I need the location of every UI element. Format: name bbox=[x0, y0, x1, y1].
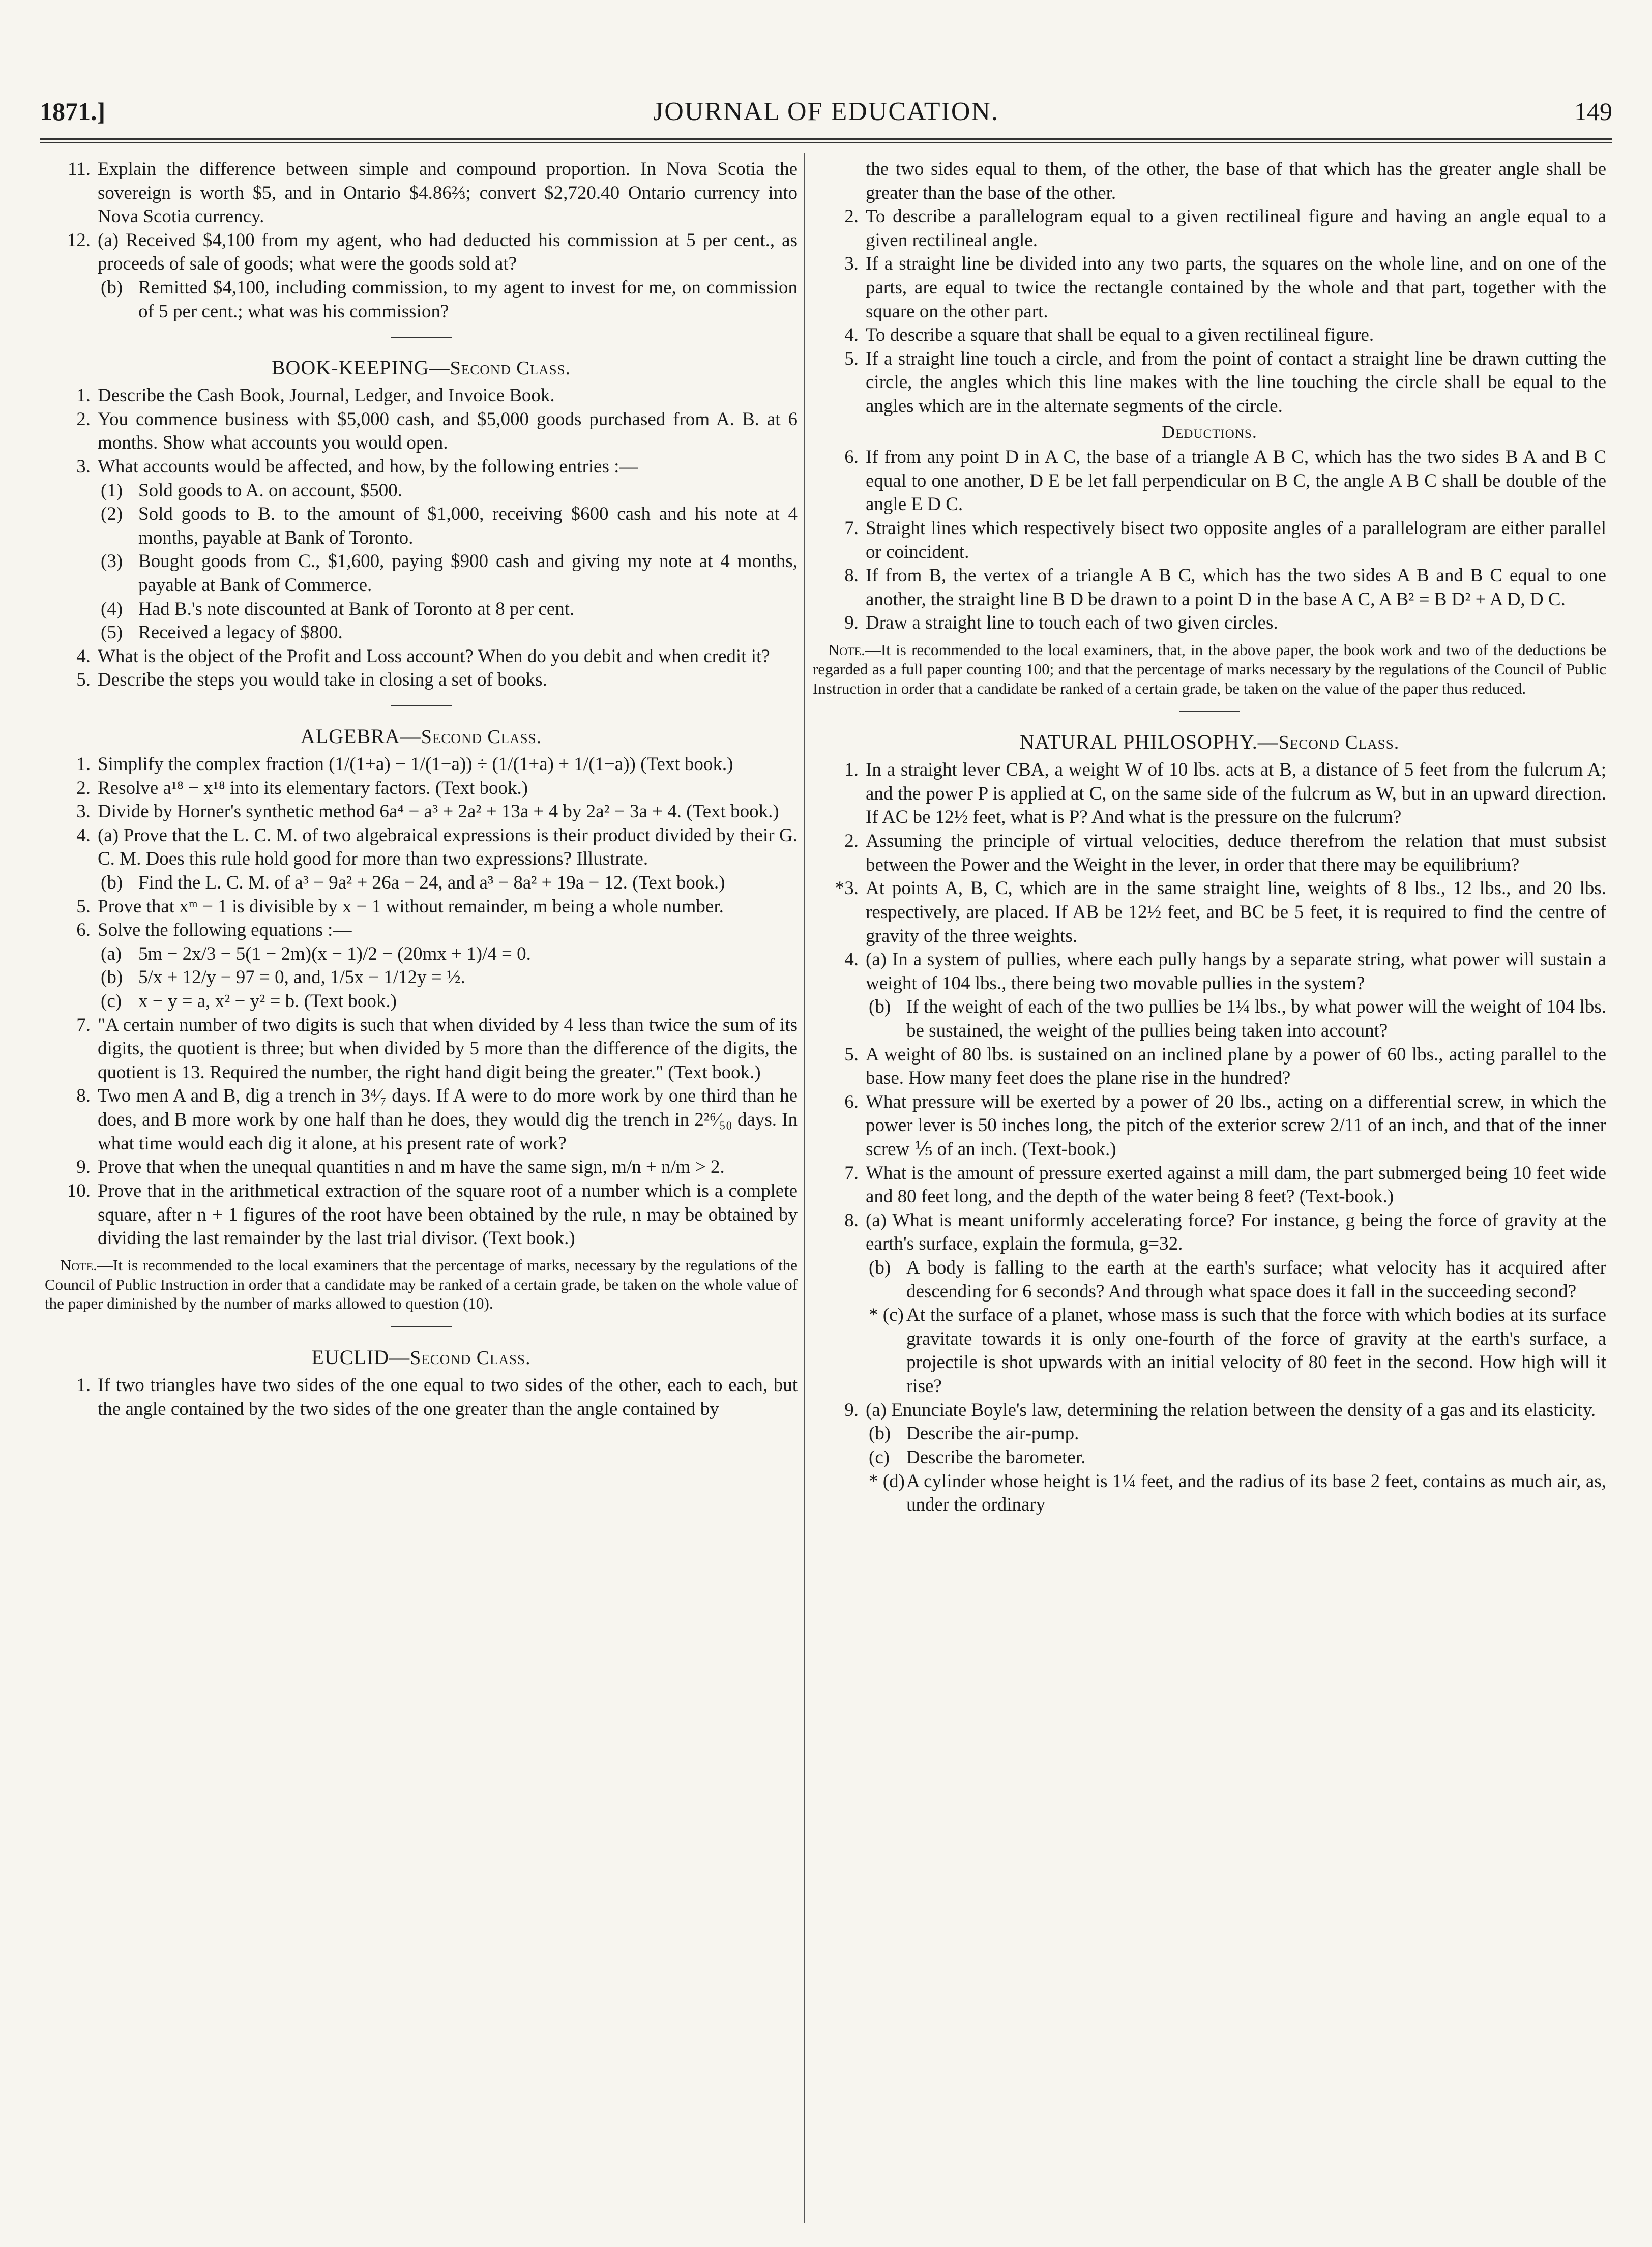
question-item bbox=[45, 158, 798, 229]
question-item bbox=[813, 446, 1606, 517]
sub-question-text: At the surface of a planet, whose mass is such that the force with which bodies at its surface gravitate towards it is only one-fourth of the force of gravity at the earth's surface, a projectile is shot upwards with an initial velocity of 80 feet in the second. How high will it rise? bbox=[906, 1305, 1606, 1397]
question-item bbox=[45, 753, 798, 777]
question-text: Prove that xᵐ − 1 is divisible by x − 1 without remainder, m being a whole number. bbox=[98, 896, 724, 917]
question-item bbox=[45, 919, 798, 942]
question-number: 7. bbox=[844, 517, 859, 539]
examiner-note bbox=[45, 1256, 798, 1313]
examiner-note bbox=[813, 640, 1606, 698]
question-number: 5. bbox=[76, 896, 91, 917]
sub-question-text: Describe the barometer. bbox=[906, 1446, 1086, 1468]
sub-question-label: (c) bbox=[869, 1446, 890, 1468]
question-item bbox=[45, 1374, 798, 1421]
list-item bbox=[101, 550, 798, 597]
question-text: (a) Received $4,100 from my agent, who had deducted his commission at 5 per cent., as proceeds of sale of goods; what were the goods sold at? bbox=[98, 229, 798, 275]
question-item bbox=[45, 229, 798, 276]
question-text: Prove that in the arithmetical extraction of the square root of a number which is a complete square, after n + 1 figures of the root have been obtained by the rule, n may be obtained by dividing the last remainder by the last trial divisor. (Text book.) bbox=[98, 1180, 798, 1249]
sub-question-label: (b) bbox=[101, 277, 123, 299]
question-item bbox=[45, 1014, 798, 1085]
question-item bbox=[45, 895, 798, 919]
question-number: 4. bbox=[76, 824, 91, 846]
question-text: A weight of 80 lbs. is sustained on an inclined plane by a power of 60 lbs., acting parallel to the base. How many feet does the plane rise in the hundred? bbox=[866, 1044, 1606, 1089]
question-number: 12. bbox=[67, 229, 91, 251]
sub-question bbox=[869, 1446, 1606, 1470]
sub-question-label: (b) bbox=[869, 996, 891, 1018]
question-item bbox=[45, 1084, 798, 1156]
question-item bbox=[813, 1399, 1606, 1423]
question-item bbox=[813, 1162, 1606, 1209]
question-item bbox=[813, 205, 1606, 252]
question-item bbox=[813, 948, 1606, 995]
question-number: 4. bbox=[844, 949, 859, 970]
question-item bbox=[813, 252, 1606, 323]
question-text: What pressure will be exerted by a power of 20 lbs., acting on a differential screw, in which the power lever is 50 inches long, the pitch of the exterior screw 2/11 of an inch, and that of the inner screw ⅕ of an inch. (Text-book.) bbox=[866, 1091, 1606, 1160]
question-text: You commence business with $5,000 cash, and $5,000 goods purchased from A. B. at 6 months. Show what accounts you would open. bbox=[98, 408, 798, 454]
left-column bbox=[45, 158, 798, 2218]
entry-text: Received a legacy of $800. bbox=[138, 622, 343, 643]
section-class: Second Class. bbox=[421, 726, 542, 748]
sub-question-label: * (d) bbox=[869, 1470, 905, 1492]
question-text: In a straight lever CBA, a weight W of 10 lbs. acts at B, a distance of 5 feet from the fulcrum A; and the power P is applied at C, on the same side of the fulcrum as W, but in an upward direction. If AC be 12½ feet, what is P? And what is the pressure on the fulcrum? bbox=[866, 759, 1606, 828]
section-separator bbox=[391, 1326, 452, 1327]
question-number: 3. bbox=[844, 253, 859, 275]
question-text: If a straight line touch a circle, and from the point of contact a straight line be drawn cutting the circle, the angles which this line makes with the line touching the circle shall be equal to the angles which are in the alternate segments of the circle. bbox=[866, 348, 1606, 417]
question-item bbox=[813, 564, 1606, 611]
column-divider bbox=[804, 153, 805, 2223]
sub-question-text: 5/x + 12/y − 97 = 0, and, 1/5x − 1/12y = ½. bbox=[138, 967, 465, 988]
question-number: 9. bbox=[844, 1399, 859, 1421]
section-title: NATURAL PHILOSOPHY.— bbox=[1019, 730, 1279, 754]
question-text: Resolve a¹⁸ − x¹⁸ into its elementary factors. (Text book.) bbox=[98, 777, 528, 799]
sub-question-text: x − y = a, x² − y² = b. (Text book.) bbox=[138, 991, 397, 1012]
question-number: 3. bbox=[76, 801, 91, 822]
question-item bbox=[813, 1043, 1606, 1090]
question-text: Simplify the complex fraction (1/(1+a) − 1/(1−a)) ÷ (1/(1+a) + 1/(1−a)) (Text book.) bbox=[98, 753, 733, 775]
sub-question bbox=[101, 276, 798, 323]
question-number bbox=[813, 158, 866, 205]
question-text: (a) Prove that the L. C. M. of two algebraical expressions is their product divided by their G. C. M. Does this rule hold good for more than two expressions? Illustrate. bbox=[98, 824, 798, 870]
entry-number: (3) bbox=[101, 551, 123, 572]
section-class: Second Class. bbox=[410, 1347, 531, 1369]
entry-text: Had B.'s note discounted at Bank of Toronto at 8 per cent. bbox=[138, 598, 575, 619]
sub-question-text: Remitted $4,100, including commission, to my agent to invest for me, on commission of 5 per cent.; what was his commission? bbox=[138, 277, 798, 322]
note-text: —It is recommended to the local examiners that the percentage of marks, necessary by the regulations of the Council of Public Instruction in order that a candidate may be ranked of a certain grade, be taken on the whole value of the paper diminished by the number of marks allowed to question (10). bbox=[45, 1256, 798, 1313]
list-item bbox=[101, 479, 798, 503]
sub-question bbox=[869, 1304, 1606, 1398]
question-item bbox=[45, 1156, 798, 1179]
entry-number: (4) bbox=[101, 598, 123, 619]
question-text: Straight lines which respectively bisect two opposite angles of a parallelogram are either parallel or coincident. bbox=[866, 517, 1606, 563]
question-item bbox=[813, 1209, 1606, 1256]
entry-text: Bought goods from C., $1,600, paying $900 cash and giving my note at 4 months, payable at Bank of Commerce. bbox=[138, 551, 798, 596]
question-text: What is the amount of pressure exerted against a mill dam, the part submerged being 10 feet wide and 80 feet long, and the depth of the water being 8 feet? (Text-book.) bbox=[866, 1162, 1606, 1207]
sub-question-text: Describe the air-pump. bbox=[906, 1423, 1079, 1444]
question-text: Two men A and B, dig a trench in 3⁴⁄₇ days. If A were to do more work by one third than he does, and B more work by one half than he does, they would dig the trench in 2²⁶⁄₅₀ days. In what time would each dig it alone, at his present rate of work? bbox=[98, 1085, 798, 1154]
question-text: Describe the steps you would take in closing a set of books. bbox=[98, 669, 547, 691]
sub-question bbox=[869, 995, 1606, 1043]
entries-list bbox=[101, 479, 798, 645]
section-heading-bookkeeping bbox=[45, 355, 798, 381]
question-number: *3. bbox=[835, 878, 859, 899]
question-number: 7. bbox=[76, 1014, 91, 1036]
question-text: Describe the Cash Book, Journal, Ledger, and Invoice Book. bbox=[98, 385, 555, 406]
question-number: 6. bbox=[844, 1091, 859, 1112]
question-item bbox=[45, 777, 798, 801]
list-item bbox=[101, 621, 798, 645]
question-number: 4. bbox=[844, 324, 859, 346]
question-text: (a) In a system of pullies, where each pully hangs by a separate string, what power will sustain a weight of 104 lbs., there being two movable pullies in the system? bbox=[866, 949, 1606, 994]
sub-question-label: (b) bbox=[869, 1423, 891, 1444]
question-text: Solve the following equations :— bbox=[98, 920, 352, 941]
question-item bbox=[813, 877, 1606, 948]
sub-question-text: A cylinder whose height is 1¼ feet, and the radius of its base 2 feet, contains as much air, as, under the ordinary bbox=[906, 1470, 1606, 1516]
question-text: If a straight line be divided into any two parts, the squares on the whole line, and on one of the parts, are equal to twice the rectangle contained by the whole and that part, together with the square on the other part. bbox=[866, 253, 1606, 322]
journal-title: JOURNAL OF EDUCATION. bbox=[653, 97, 999, 126]
question-text: the two sides equal to them, of the other, the base of that which has the greater angle shall be greater than the base of the other. bbox=[866, 159, 1606, 203]
question-number: 2. bbox=[844, 831, 859, 852]
header-rule bbox=[40, 138, 1612, 140]
sub-question-text: If the weight of each of the two pullies be 1¼ lbs., by what power will the weight of 104 lbs. be sustained, the weight of the pullies being taken into account? bbox=[906, 996, 1606, 1041]
note-lead: Note. bbox=[60, 1256, 97, 1274]
sub-question-text: Find the L. C. M. of a³ − 9a² + 26a − 24, and a³ − 8a² + 19a − 12. (Text book.) bbox=[138, 872, 725, 893]
sub-question-text: A body is falling to the earth at the earth's surface; what velocity has it acquired after descending for 6 seconds? And through what space does it fall in the succeeding second? bbox=[906, 1257, 1606, 1302]
sub-question-label: (c) bbox=[101, 991, 122, 1012]
page-header bbox=[40, 92, 1612, 137]
section-separator bbox=[1179, 711, 1240, 712]
question-text: (a) Enunciate Boyle's law, determining the relation between the density of a gas and its elasticity. bbox=[866, 1399, 1596, 1421]
header-year: 1871.] bbox=[40, 97, 106, 126]
question-number: 7. bbox=[844, 1162, 859, 1184]
entry-number: (5) bbox=[101, 622, 123, 643]
deductions-heading: Deductions. bbox=[1162, 421, 1257, 442]
sub-question bbox=[101, 990, 798, 1014]
entry-number: (2) bbox=[101, 504, 123, 525]
question-number: 10. bbox=[67, 1180, 91, 1201]
question-text: What is the object of the Profit and Loss account? When do you debit and when credit it? bbox=[98, 645, 770, 667]
entry-text: Sold goods to B. to the amount of $1,000, receiving $600 cash and his note at 4 months, payable at Bank of Toronto. bbox=[138, 504, 798, 548]
sub-question bbox=[869, 1422, 1606, 1446]
question-item bbox=[45, 384, 798, 408]
section-heading-algebra bbox=[45, 724, 798, 750]
question-text: Divide by Horner's synthetic method 6a⁴ − a³ + 2a² + 13a + 4 by 2a² − 3a + 4. (Text book.) bbox=[98, 801, 779, 822]
section-class: Second Class. bbox=[450, 358, 571, 379]
list-item bbox=[101, 598, 798, 622]
question-number: 4. bbox=[76, 645, 91, 667]
list-item bbox=[101, 502, 798, 550]
sub-question-label: (b) bbox=[101, 967, 123, 988]
question-text: At points A, B, C, which are in the same straight line, weights of 8 lbs., 12 lbs., and 20 lbs. respectively, are placed. If AB be 12½ feet, and BC be 5 feet, it is required to find the centre of gravity of the three weights. bbox=[866, 878, 1606, 947]
question-item bbox=[813, 1090, 1606, 1162]
sub-question-label: (a) bbox=[101, 943, 122, 964]
question-number: 1. bbox=[76, 753, 91, 775]
question-number: 6. bbox=[76, 920, 91, 941]
question-number: 3. bbox=[76, 456, 91, 477]
question-number: 2. bbox=[76, 777, 91, 799]
question-text: (a) What is meant uniformly accelerating force? For instance, g being the force of gravity at the earth's surface, explain the formula, g=32. bbox=[866, 1209, 1606, 1255]
section-separator bbox=[391, 705, 452, 706]
question-number: 5. bbox=[76, 669, 91, 691]
sub-question bbox=[101, 871, 798, 895]
question-text: Prove that when the unequal quantities n and m have the same sign, m/n + n/m > 2. bbox=[98, 1157, 725, 1178]
question-number: 11. bbox=[68, 159, 91, 180]
question-item bbox=[45, 455, 798, 479]
sub-question bbox=[101, 942, 798, 966]
section-separator bbox=[391, 337, 452, 338]
question-number: 8. bbox=[844, 1209, 859, 1231]
sub-question-text: 5m − 2x/3 − 5(1 − 2m)(x − 1)/2 − (20mx + 1)/4 = 0. bbox=[138, 943, 531, 964]
question-continuation bbox=[813, 158, 1606, 205]
question-text: If from any point D in A C, the base of a triangle A B C, which has the two sides B A and B C equal to one another, D E be let fall perpendicular on B C, the angle A B C shall be double of the angle E D C. bbox=[866, 447, 1606, 515]
question-text: What accounts would be affected, and how, by the following entries :— bbox=[98, 456, 638, 477]
section-title: BOOK-KEEPING— bbox=[271, 356, 450, 379]
sub-question-label: * (c) bbox=[869, 1305, 904, 1326]
question-number: 1. bbox=[76, 1375, 91, 1396]
right-column bbox=[813, 158, 1606, 2218]
section-title: EUCLID— bbox=[311, 1346, 410, 1369]
question-item bbox=[813, 517, 1606, 564]
note-text: —It is recommended to the local examiners, that, in the above paper, the book work and two of the deductions be regarded as a full paper counting 100; and that the percentage of marks necessary by the regulations of the Council of Public Instruction in order that a candidate be ranked of a certain grade, be taken on the value of the paper thus reduced. bbox=[813, 640, 1606, 697]
sub-question bbox=[101, 966, 798, 990]
question-text: Draw a straight line to touch each of two given circles. bbox=[866, 612, 1278, 634]
question-item bbox=[45, 1179, 798, 1251]
question-text: "A certain number of two digits is such that when divided by 4 less than twice the sum of its digits, the quotient is three; but when divided by 5 more than the difference of the digits, the quotient is 13. Required the number, the right hand digit being the greater." (Text book.) bbox=[98, 1014, 798, 1083]
sub-question-label: (b) bbox=[869, 1257, 891, 1279]
question-text: Assuming the principle of virtual velocities, deduce therefrom the relation that must subsist between the Power and the Weight in the lever, in order that there may be equilibrium? bbox=[866, 831, 1606, 875]
question-number: 8. bbox=[76, 1085, 91, 1107]
section-heading-natural-philosophy bbox=[813, 729, 1606, 755]
question-item bbox=[45, 668, 798, 692]
question-number: 2. bbox=[76, 408, 91, 430]
question-item bbox=[45, 408, 798, 455]
question-number: 6. bbox=[844, 447, 859, 468]
question-text: To describe a square that shall be equal to a given rectilineal figure. bbox=[866, 324, 1374, 346]
question-number: 8. bbox=[844, 565, 859, 586]
sub-question bbox=[869, 1470, 1606, 1517]
question-text: Explain the difference between simple and compound proportion. In Nova Scotia the sovereign is worth $5, and in Ontario $4.86⅔; convert $2,720.40 Ontario currency into Nova Scotia currency. bbox=[98, 159, 798, 227]
section-heading-euclid bbox=[45, 1345, 798, 1371]
question-item bbox=[813, 830, 1606, 877]
question-item bbox=[45, 645, 798, 669]
page-number: 149 bbox=[1574, 97, 1612, 126]
section-title: ALGEBRA— bbox=[300, 725, 421, 748]
question-number: 9. bbox=[76, 1157, 91, 1178]
note-lead: Note. bbox=[828, 640, 865, 659]
question-text: If two triangles have two sides of the one equal to two sides of the other, each to each, but the angle contained by the two sides of the one greater than the angle contained by bbox=[98, 1375, 798, 1420]
question-number: 1. bbox=[844, 759, 859, 781]
header-rule-secondary bbox=[40, 142, 1612, 143]
entry-text: Sold goods to A. on account, $500. bbox=[138, 480, 403, 501]
question-item bbox=[813, 611, 1606, 635]
question-item bbox=[813, 323, 1606, 347]
question-text: To describe a parallelogram equal to a given rectilineal figure and having an angle equal to a given rectilineal angle. bbox=[866, 206, 1606, 251]
question-item bbox=[813, 758, 1606, 830]
question-item bbox=[45, 824, 798, 871]
question-number: 9. bbox=[844, 612, 859, 634]
question-item bbox=[813, 347, 1606, 419]
question-text: If from B, the vertex of a triangle A B C, which has the two sides A B and B C equal to one another, the straight line B D be drawn to a point D in the base A C, A B² = B D² + A D, D C. bbox=[866, 565, 1606, 610]
sub-question bbox=[869, 1256, 1606, 1304]
sub-question-label: (b) bbox=[101, 872, 123, 893]
section-class: Second Class. bbox=[1278, 732, 1400, 754]
question-number: 5. bbox=[844, 1044, 859, 1065]
entry-number: (1) bbox=[101, 480, 123, 501]
question-number: 5. bbox=[844, 348, 859, 369]
question-number: 1. bbox=[76, 385, 91, 406]
question-number: 2. bbox=[844, 206, 859, 227]
question-item bbox=[45, 800, 798, 824]
